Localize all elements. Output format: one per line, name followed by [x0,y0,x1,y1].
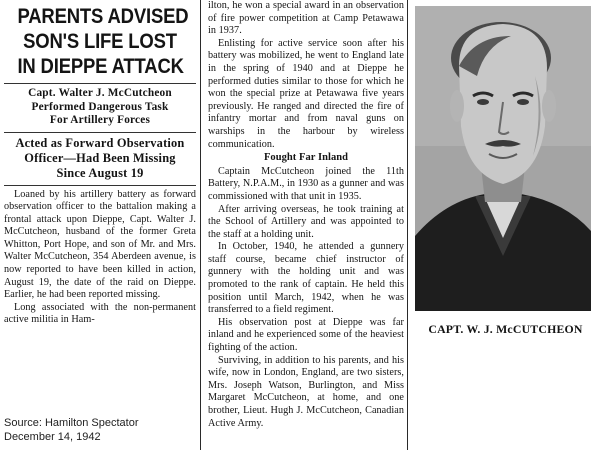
deck-line: Since August 19 [56,165,144,180]
deck-line: Performed Dangerous Task [31,100,169,113]
deck-line: Acted as Forward Observation [15,135,185,150]
paragraph: His observation post at Dieppe was far inland and he experienced some of the heaviest fighting of the action. [208,316,404,354]
article-body-col1 [4,189,196,328]
headline-line: SON'S LIFE LOST [23,29,177,53]
portrait-drawing [415,6,591,311]
deck-line: For Artillery Forces [49,114,151,126]
photo-caption: CAPT. W. J. McCUTCHEON [428,322,583,336]
source-date: December 14, 1942 [4,431,101,443]
article-column-1 [4,2,196,327]
deck-line: Capt. Walter J. McCutcheon [28,87,172,99]
article-body-col2 [208,0,404,430]
divider [4,132,196,133]
paragraph: Long associated with the non-permanent active militia in Ham- [4,301,196,326]
column-rule-right [407,0,408,450]
article-column-2 [208,0,404,430]
deck-line: Officer—Had Been Missing [24,150,176,165]
source-credit [4,416,139,444]
divider [4,185,196,186]
paragraph: After arriving overseas, he took training at the School of Artillery and was appointed to the staff at a holding unit. [208,203,404,240]
paragraph: Surviving, in addition to his parents, and his wife, now in London, England, are two sisters, Mrs. Joseph Watson, Burlington, and Miss Margaret McCutcheon, at home, and one brother, Lieut. Hugh J. McCutcheon, Canadian Active Army. [208,354,404,429]
paragraph: ilton, he won a special award in an observation of fire power competition at Camp Petawawa in 1937. [208,0,404,37]
subhead: Fought Far Inland [263,152,349,164]
paragraph: In October, 1940, he attended a gunnery staff course, became chief instructor of gunnery with the holding unit and was promoted to the rank of captain. He held this position until March, 1942, when he was transferred to a field regiment. [208,241,404,316]
paragraph: Enlisting for active service soon after his battery was mobilized, he went to England late in the spring of 1940 and at Dieppe he performed duties similar to those for which he won the special prize at Petawawa five years previously. He ranged and directed the fire of infantry mortar and from naval guns on warships in the harbour by wireless communication. [208,37,404,150]
headline-line: PARENTS ADVISED [17,4,189,28]
headline [17,4,189,79]
source-publication: Source: Hamilton Spectator [4,417,139,429]
deck-primary [4,87,196,128]
paragraph: Loaned by his artillery battery as forward observation officer to the battalion making a frontal attack upon Dieppe, Capt. Walter J. McCutcheon, husband of the former Greta Whitton, Port Hope, and son of Mr. and Mrs. Walter McCutcheon, 354 Aberdeen avenue, is now reported to have been killed in action, August 19, the date of the raid on Dieppe. Earlier, he had been reported missing. [4,188,196,301]
paragraph: Captain McCutcheon joined the 11th Battery, N.P.A.M., in 1930 as a gunner and was commissioned with that unit in 1935. [208,165,404,202]
divider [4,83,196,84]
headline-line: IN DIEPPE ATTACK [17,54,184,78]
portrait-photo [415,6,591,311]
column-rule-left [200,0,201,450]
deck-secondary [4,136,196,181]
